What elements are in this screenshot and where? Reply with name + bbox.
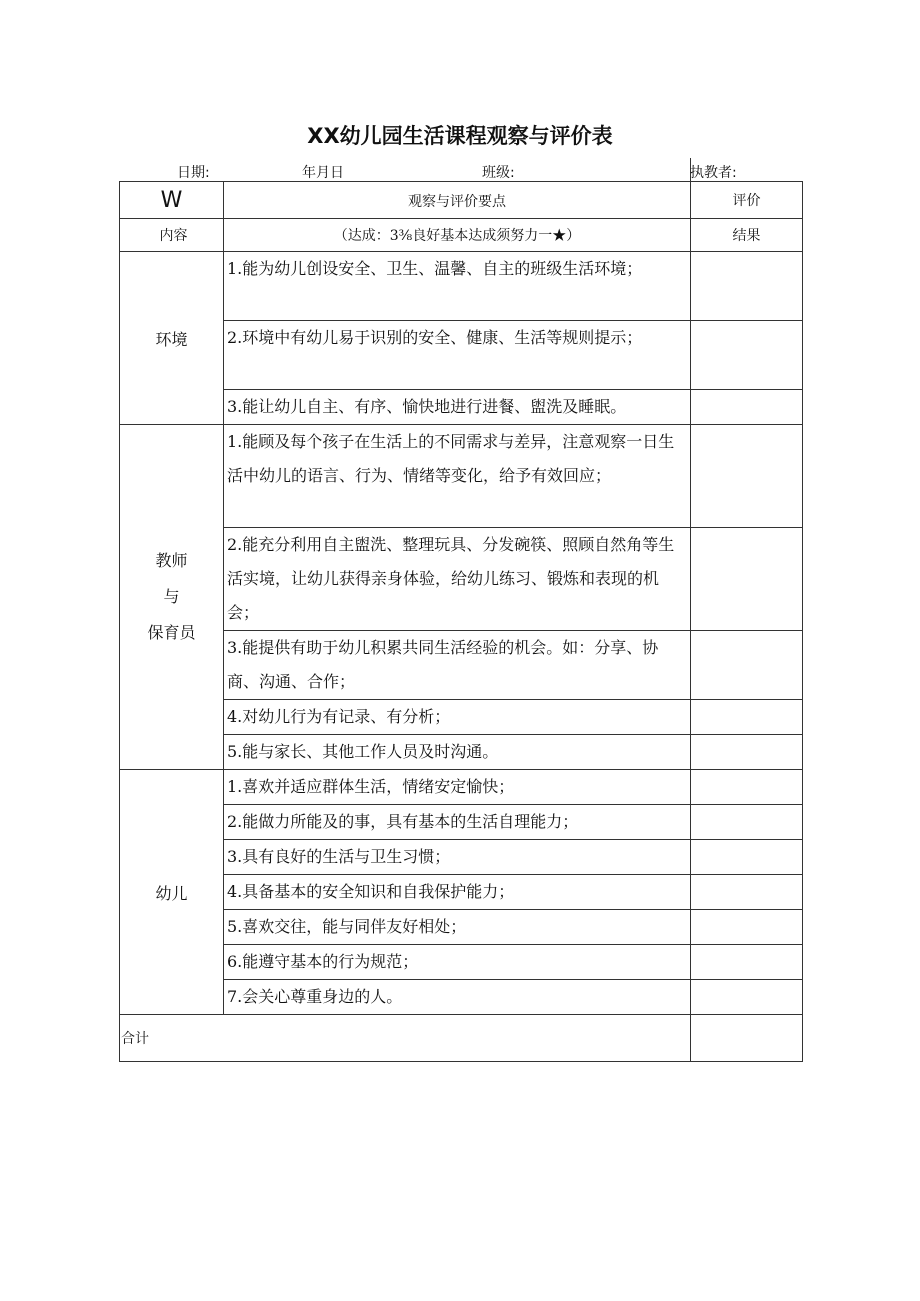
eval-cell[interactable] xyxy=(691,425,803,528)
date-label: 日期: xyxy=(177,165,210,181)
env-item-1: 1.能为幼儿创设安全、卫生、温馨、自主的班级生活环境； xyxy=(224,252,691,321)
child-item-7: 7.会关心尊重身边的人。 xyxy=(224,980,691,1015)
section-env: 环境 xyxy=(120,252,224,425)
teacher-label: 执教者: xyxy=(690,165,737,181)
header-eval-1: 评价 xyxy=(691,182,803,219)
header-points: 观察与评价要点 xyxy=(224,182,691,219)
section-teacher-line-3: 保育员 xyxy=(147,623,196,642)
total-row xyxy=(120,1015,803,1062)
table-row xyxy=(120,770,803,805)
eval-cell[interactable] xyxy=(691,770,803,805)
evaluation-table xyxy=(119,181,803,1062)
eval-cell[interactable] xyxy=(691,252,803,321)
teacher-item-5: 5.能与家长、其他工作人员及时沟通。 xyxy=(224,735,691,770)
eval-cell[interactable] xyxy=(691,910,803,945)
eval-cell[interactable] xyxy=(691,700,803,735)
header-row xyxy=(120,182,803,219)
total-eval-cell[interactable] xyxy=(691,1015,803,1062)
ymd-label: 年月日 xyxy=(302,165,344,181)
eval-cell[interactable] xyxy=(691,805,803,840)
eval-cell[interactable] xyxy=(691,945,803,980)
child-item-3: 3.具有良好的生活与卫生习惯； xyxy=(224,840,691,875)
eval-cell[interactable] xyxy=(691,735,803,770)
class-label: 班级: xyxy=(482,165,515,181)
child-item-5: 5.喜欢交往，能与同伴友好相处； xyxy=(224,910,691,945)
header-w: W xyxy=(120,182,224,219)
total-label: 合计 xyxy=(120,1015,691,1062)
header-row-2 xyxy=(120,219,803,252)
eval-cell[interactable] xyxy=(691,321,803,390)
teacher-item-4: 4.对幼儿行为有记录、有分析； xyxy=(224,700,691,735)
eval-cell[interactable] xyxy=(691,390,803,425)
child-item-6: 6.能遵守基本的行为规范； xyxy=(224,945,691,980)
env-item-3: 3.能让幼儿自主、有序、愉快地进行进餐、盥洗及睡眠。 xyxy=(224,390,691,425)
section-child: 幼儿 xyxy=(120,770,224,1015)
section-teacher-line-1: 教师 xyxy=(155,551,188,570)
teacher-item-2: 2.能充分利用自主盥洗、整理玩具、分发碗筷、照顾自然角等生活实境，让幼儿获得亲身体验，给幼儿练习、锻炼和表现的机会； xyxy=(224,528,691,631)
header-note: （达成：3⅜良好基本达成须努力一★） xyxy=(224,219,691,252)
table-row xyxy=(120,252,803,321)
child-item-2: 2.能做力所能及的事，具有基本的生活自理能力； xyxy=(224,805,691,840)
eval-cell[interactable] xyxy=(691,980,803,1015)
eval-cell[interactable] xyxy=(691,875,803,910)
eval-cell[interactable] xyxy=(691,528,803,631)
teacher-item-1: 1.能顾及每个孩子在生活上的不同需求与差异，注意观察一日生活中幼儿的语言、行为、情绪等变化，给予有效回应； xyxy=(224,425,691,528)
teacher-item-3: 3.能提供有助于幼儿积累共同生活经验的机会。如：分享、协商、沟通、合作； xyxy=(224,631,691,700)
header-content: 内容 xyxy=(120,219,224,252)
eval-cell[interactable] xyxy=(691,840,803,875)
child-item-1: 1.喜欢并适应群体生活，情绪安定愉快； xyxy=(224,770,691,805)
table-row xyxy=(120,425,803,528)
header-eval-2: 结果 xyxy=(691,219,803,252)
eval-cell[interactable] xyxy=(691,631,803,700)
section-teacher-line-2: 与 xyxy=(163,587,180,606)
env-item-2: 2.环境中有幼儿易于识别的安全、健康、生活等规则提示； xyxy=(224,321,691,390)
child-item-4: 4.具备基本的安全知识和自我保护能力； xyxy=(224,875,691,910)
section-teacher xyxy=(120,425,224,770)
page-title: XX幼儿园生活课程观察与评价表 xyxy=(307,124,613,148)
